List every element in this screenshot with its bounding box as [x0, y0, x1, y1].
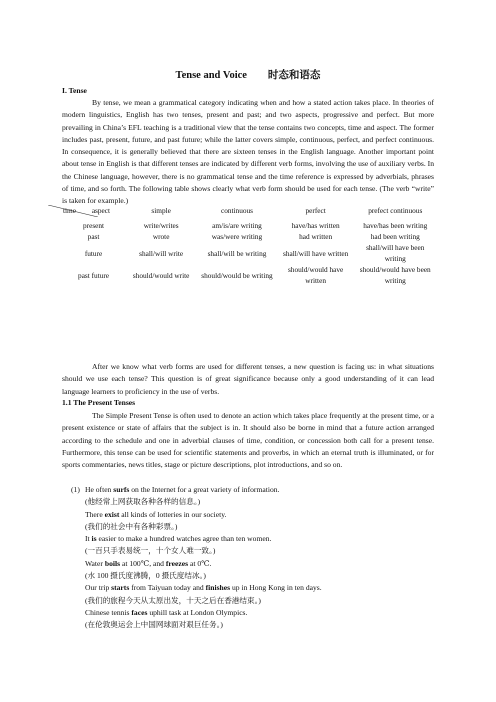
example-translation: (我们的社会中有各种彩票。)	[85, 521, 178, 531]
table-cell: have/has been writing	[363, 221, 428, 230]
example-translation: (在伦敦奥运会上中国网球面对艰巨任务。)	[85, 620, 223, 630]
table-cell: had been writing	[370, 232, 420, 241]
table-cell: shall/will have been writing	[366, 243, 425, 263]
table-row-label: past future	[78, 270, 110, 280]
paragraph-question: After we know what verb forms are used for different tenses, a new question is facing us: in what situations should we use each tense? This question is of great significance because only a good understanding of it can lead language learners to proficiency in the use of verbs.	[62, 362, 434, 396]
table-row	[62, 220, 436, 231]
table-cell: have/has written	[291, 221, 340, 230]
example-list	[71, 484, 322, 632]
table-cell: should/would have been writing	[359, 265, 431, 285]
table-cell: had written	[299, 232, 333, 241]
table-cell: should/would write	[132, 270, 190, 280]
example-line: There exist all kinds of lotteries in our society.	[85, 509, 227, 519]
example-translation: (一百只手表易统一，十个女人难一致。)	[85, 546, 216, 556]
table-header-cell: continuous	[220, 206, 253, 215]
table-cell: should/would have written	[287, 265, 344, 285]
example-number: (1)	[71, 485, 80, 494]
corner-aspect-label: aspect	[91, 206, 111, 215]
example-line: Water boils at 100℃, and freezes at 0℃.	[85, 558, 212, 568]
table-cell: am/is/are writing	[212, 221, 262, 230]
tense-table	[62, 205, 436, 286]
table-corner-cell	[62, 205, 125, 220]
table-cell: shall/will have written	[283, 248, 349, 258]
table-row-label: past	[87, 232, 100, 241]
table-cell: shall/will be writing	[207, 248, 267, 258]
corner-time-label: time	[63, 206, 76, 215]
section-heading-present: 1.1 The Present Tenses	[62, 398, 136, 407]
example-translation: (我们的旅程今天从太原出发，十天之后在香港结束。)	[85, 595, 261, 605]
table-row	[62, 242, 436, 264]
example-translation: (他经常上网获取各种各样的信息。)	[85, 497, 201, 507]
page-title: Tense and Voice 时态和语态	[175, 70, 321, 81]
example-line: Our trip starts from Taiyuan today and finishes up in Hong Kong in ten days.	[85, 583, 322, 593]
table-row-label: future	[84, 248, 103, 258]
table-header-cell: perfect	[305, 206, 326, 215]
table-cell: was/were writing	[211, 232, 263, 241]
example-line: He often surfs on the Internet for a great variety of information.	[85, 485, 280, 494]
table-header-cell: prefect continuous	[368, 206, 423, 215]
table-row	[62, 264, 436, 286]
table-header-cell: simple	[151, 206, 171, 215]
table-header-row	[62, 205, 436, 220]
table-cell: write/writes	[143, 221, 179, 230]
example-line: It is easier to make a hundred watches agree than ten women.	[85, 534, 272, 544]
table-cell: should/would be writing	[201, 270, 273, 280]
table-cell: wrote	[152, 232, 170, 241]
example-translation: (水 100 摄氏度沸腾，0 摄氏度结冰。)	[85, 571, 206, 581]
table-cell: shall/will write	[139, 248, 184, 258]
table-row-label: present	[83, 221, 105, 230]
paragraph-simple-present: The Simple Present Tense is often used to denote an action which takes place frequently at the present time, or a present existence or state of affairs that the subject is in. It should also be borne in mind that a future action arranged according to the schedule and one in adverbial clauses of time, condition, or concession both call for a present tense. Furthermore, this tense can be used for scientific statements and proverbs, in which an eternal truth is illuminated, or for sports commentaries, news titles, stage or picture descriptions, plot introductions, and so on.	[62, 411, 434, 470]
paragraph-tense-intro: By tense, we mean a grammatical category indicating when and how a stated action takes place. In theories of modern linguistics, English has two tenses, present and past; and two aspects, progressive and perfect. But more prevailing in China’s EFL teaching is a traditional view that the tense contains two concepts, time and aspect. The former includes past, present, future, and past future; while the latter covers simple, continuous, perfect, and perfect continuous. In consequence, it is generally believed that there are sixteen tenses in the English language. Another important point about tense in English is that different tenses are indicated by different verb forms, involving the use of auxiliary verbs. In the Chinese language, however, there is no grammatical tense and the time reference is expressed by adverbials, phrases of time, and so forth. The following table shows clearly what verb form should be used for each tense. (The verb “write” is taken for example.)	[62, 98, 434, 206]
example-line: Chinese tennis faces uphill task at London Olympics.	[85, 607, 248, 617]
section-heading-tense: I. Tense	[62, 86, 87, 95]
table-row	[62, 231, 436, 242]
